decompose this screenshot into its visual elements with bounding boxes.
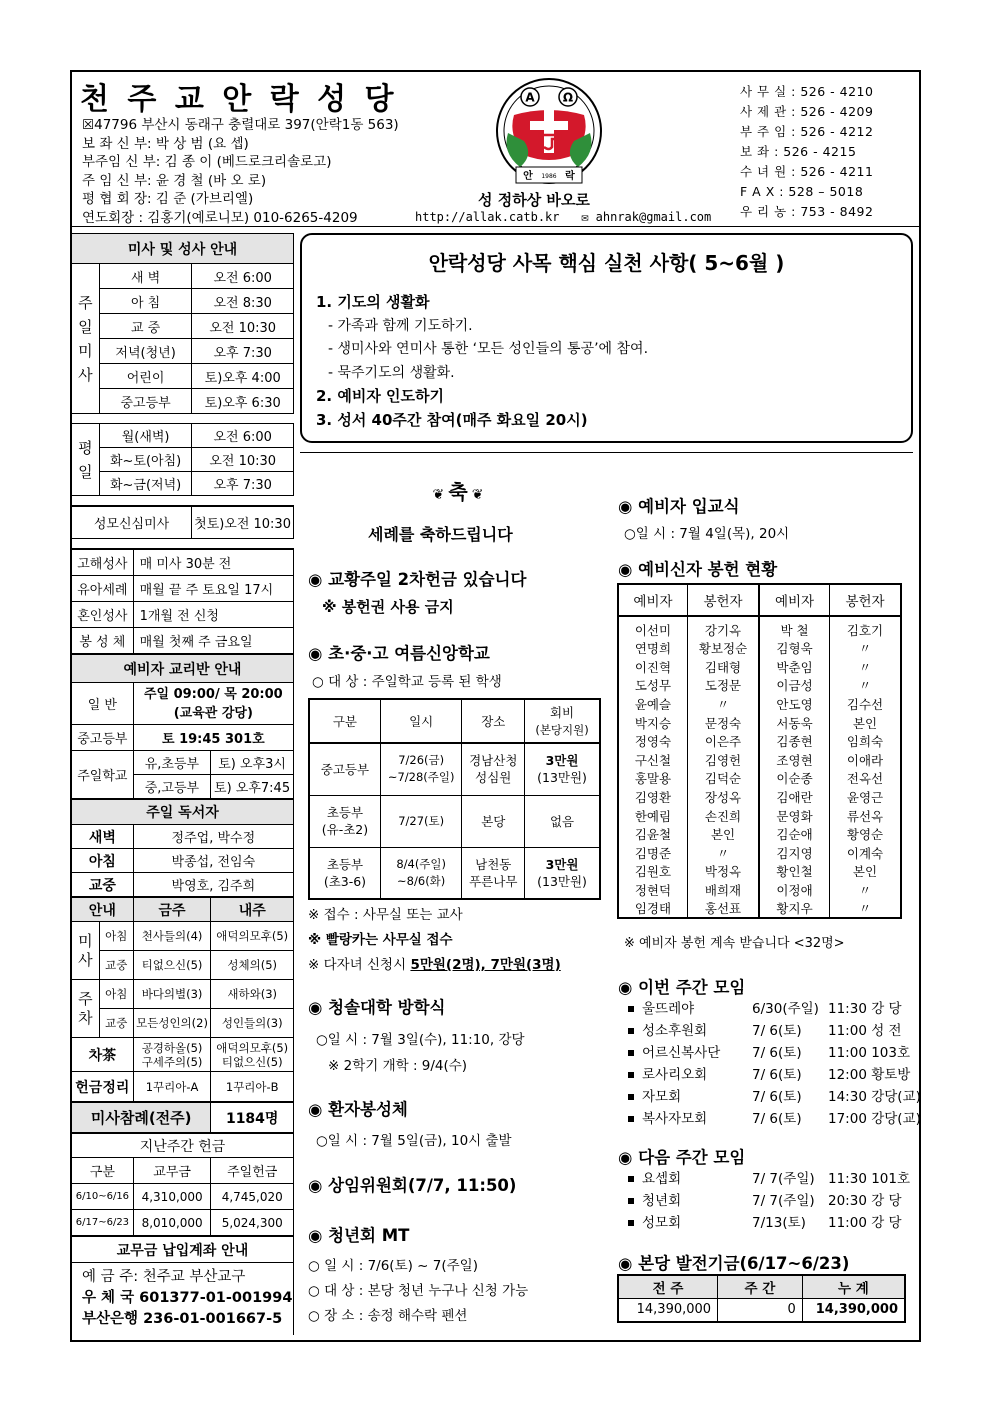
section-divider xyxy=(300,452,913,453)
school-fee: 없음 xyxy=(525,795,600,847)
guide-slot: 교중 xyxy=(99,951,133,980)
guide-tea-this: 공경하올(5) 구세주의(5) xyxy=(133,1038,211,1072)
email-link[interactable]: ahnrak@gmail.com xyxy=(595,210,712,224)
summer-school-table xyxy=(308,698,601,900)
next-week-title: ◉ 다음 주간 모임 xyxy=(618,1148,746,1167)
candidate-name: 연명희 xyxy=(618,639,687,658)
offering-header: 교무금 xyxy=(133,1158,211,1184)
list-item: 성모회 7/13(토) 11:00 강 당 xyxy=(628,1212,918,1234)
note-line: ※ 빨랑카는 사무실 접수 xyxy=(308,932,453,948)
table-row xyxy=(618,788,901,807)
school-place: 본당 xyxy=(462,795,525,847)
guide-this-week: 바다의별(3) xyxy=(133,980,211,1009)
fund-header: 누 계 xyxy=(802,1275,905,1298)
mass-name: 아 침 xyxy=(99,289,192,314)
mass-time: 오전 10:30 xyxy=(192,448,294,472)
candidate-name: 김지영 xyxy=(759,844,829,863)
pope-sunday-title: ◉ 교황주일 2차헌금 있습니다 xyxy=(308,570,527,589)
summer-school-title: ◉ 초·중·고 여름신앙학교 xyxy=(308,644,490,663)
sponsor-name: 〃 xyxy=(858,883,872,899)
school-group: 중,고등부 xyxy=(133,775,210,799)
candidates-header: 봉헌자 xyxy=(845,594,885,610)
table-row xyxy=(618,751,901,770)
school-time: 토) 오후7:45 xyxy=(211,775,294,799)
youth-mt-lines xyxy=(308,1254,528,1329)
candidate-name: 이진혁 xyxy=(618,658,687,677)
sponsor-name: 이애라 xyxy=(846,752,884,768)
phone-contacts xyxy=(740,82,873,222)
list-item: 울뜨레야 6/30(주일) 11:30 강 당 xyxy=(628,998,918,1020)
youth-school-title: ◉ 청솔대학 방학식 xyxy=(308,998,446,1017)
last-week-offering-title: 지난주간 헌금 xyxy=(72,1134,294,1158)
candidate-name: 안도영 xyxy=(759,695,829,714)
weekday-mass-label: 평 일 xyxy=(72,424,100,496)
list-item: 로사리오회 7/ 6(토) 12:00 황토방 xyxy=(628,1064,918,1086)
guide-next-week: 애덕의모후(5) xyxy=(211,922,294,951)
fund-week: 0 xyxy=(718,1298,803,1322)
summer-school-target: ○ 대 상 : 주일학교 등록 된 학생 xyxy=(312,674,502,690)
note-line: ※ 접수 : 사무실 또는 교사 xyxy=(308,907,463,923)
school-date: 7/27(토) xyxy=(380,795,462,847)
laurel-icon: ❦ xyxy=(432,487,445,503)
school-group: 초등부 (초3-6) xyxy=(309,847,380,899)
contact-line: 보 좌 : 526 - 4215 xyxy=(740,144,857,159)
catechumen-class-table xyxy=(71,654,294,799)
youth-mt-title: ◉ 청년회 MT xyxy=(308,1226,410,1245)
contact-line: F A X : 528 – 5018 xyxy=(740,184,864,199)
note-line: ※ 다자녀 신청시 5만원(2명), 7만원(3명) xyxy=(308,957,561,973)
guide-header: 금주 xyxy=(133,898,211,922)
mass-schedule-title: 미사 및 성사 안내 xyxy=(72,234,294,264)
school-place: 남천동 푸른나무 xyxy=(462,847,525,899)
guide-next-week: 성체의(5) xyxy=(211,951,294,980)
mass-name: 화~금(저녁) xyxy=(99,472,192,496)
table-row xyxy=(618,676,901,695)
mt-line: ○ 대 상 : 본당 청년 누구나 신청 가능 xyxy=(308,1283,529,1299)
fund-prev: 14,390,000 xyxy=(618,1298,718,1322)
offering-dues: 8,010,000 xyxy=(133,1210,211,1236)
school-group: 초등부 (유-초2) xyxy=(309,795,380,847)
candidate-name: 홍말용 xyxy=(618,769,687,788)
pastoral-body xyxy=(316,291,648,432)
candidates-header: 봉헌자 xyxy=(687,584,759,616)
candidate-name: 김종현 xyxy=(759,732,829,751)
sunday-mass-label: 주 일 미 사 xyxy=(72,264,100,414)
sacrament-label: 혼인성사 xyxy=(72,602,134,628)
guide-tea-next: 애덕의모후(5) 티없으신(5) xyxy=(211,1038,294,1072)
candidates-header: 예비자 xyxy=(618,584,687,616)
candidate-name: 구신철 xyxy=(618,751,687,770)
guide-next-week: 성인들의(3) xyxy=(211,1009,294,1038)
pastoral-subitem: - 가족과 함께 기도하기. xyxy=(328,317,473,334)
last-week-offering-table xyxy=(71,1133,294,1236)
this-week-title: ◉ 이번 주간 모임 xyxy=(618,978,746,997)
offering-period: 6/10~6/16 xyxy=(72,1184,134,1210)
candidate-name: 김순애 xyxy=(759,825,829,844)
summer-school-header: 구분 xyxy=(309,699,380,743)
next-week-list xyxy=(628,1168,918,1234)
candidate-name: 한예림 xyxy=(618,806,687,825)
table-row xyxy=(618,899,901,918)
admission-date: ○일 시 : 7월 4일(목), 20시 xyxy=(624,526,790,542)
offering-dues: 4,310,000 xyxy=(133,1184,211,1210)
spacer xyxy=(72,496,294,506)
parish-logo-icon xyxy=(494,75,604,190)
guide-next-week: 새하와(3) xyxy=(211,980,294,1009)
table-row xyxy=(618,695,901,714)
summer-school-header: 회비 (본당지원) xyxy=(525,699,600,743)
list-item: 복사자모회 7/ 6(토) 17:00 강당(교) xyxy=(628,1108,918,1130)
candidate-name: 황인철 xyxy=(759,862,829,881)
guide-offering-label: 헌금정리 xyxy=(72,1072,134,1102)
celebration-glyph: 축 xyxy=(448,480,468,504)
candidate-name: 김형욱 xyxy=(759,639,829,658)
offering-sunday: 5,024,300 xyxy=(211,1210,294,1236)
sacrament-value: 매 미사 30분 전 xyxy=(133,550,293,576)
logo-an: 안 xyxy=(523,171,533,182)
guide-offering-this: 1꾸리아-A xyxy=(133,1072,211,1102)
sponsor-name: 〃 xyxy=(858,678,872,694)
table-row xyxy=(618,639,901,658)
guide-mass-label: 미 사 xyxy=(72,922,100,980)
table-row xyxy=(618,806,901,825)
candidate-name: 정현덕 xyxy=(618,881,687,900)
sacrament-label: 봉 성 체 xyxy=(72,628,134,654)
reader-mass: 교중 xyxy=(72,873,134,897)
guide-slot: 아침 xyxy=(99,980,133,1009)
offering-period: 6/17~6/23 xyxy=(72,1210,134,1236)
parish-title: 천 주 교 안 락 성 당 xyxy=(80,82,398,117)
sacrament-value: 매월 첫째 주 금요일 xyxy=(133,628,293,654)
guide-slot: 아침 xyxy=(99,922,133,951)
school-group: 중고등부 xyxy=(309,743,380,795)
pastoral-item: 1. 기도의 생활화 xyxy=(316,293,430,311)
logo-omega: Ω xyxy=(562,90,574,105)
sacrament-table xyxy=(71,549,294,654)
reader-names: 정주업, 박수정 xyxy=(133,825,293,849)
candidate-name: 김원호 xyxy=(618,862,687,881)
spacer xyxy=(72,414,294,424)
mass-name: 새 벽 xyxy=(99,264,192,289)
table-row xyxy=(618,844,901,863)
sponsor-name: 임희숙 xyxy=(846,734,884,750)
pope-sunday-note: ※ 봉헌권 사용 금지 xyxy=(322,598,454,616)
candidate-name: 박 철 xyxy=(759,616,829,639)
youth-class-time: 토 19:45 301호 xyxy=(133,725,293,751)
youth-class-label: 중고등부 xyxy=(72,725,134,751)
readers-table xyxy=(71,799,294,897)
table-row xyxy=(618,616,901,639)
table-row xyxy=(618,713,901,732)
offering-header: 구분 xyxy=(72,1158,134,1184)
pastoral-title: 안락성당 사목 핵심 실천 사항( 5~6월 ) xyxy=(428,251,785,275)
sponsor-name: 본인 xyxy=(687,825,759,844)
mass-name: 저녁(청년) xyxy=(99,339,192,364)
sponsor-name: 김호기 xyxy=(846,623,884,638)
sponsor-name: 윤영근 xyxy=(846,790,884,806)
table-row xyxy=(618,769,901,788)
sunday-school-label: 주일학교 xyxy=(72,751,134,799)
pastoral-subitem: - 묵주기도의 생활화. xyxy=(328,364,455,381)
mass-time: 토)오후 4:00 xyxy=(192,364,294,389)
candidates-header: 예비자 xyxy=(759,584,829,616)
guide-tea-label: 차茶 xyxy=(72,1038,134,1072)
candidate-name: 조영현 xyxy=(759,751,829,770)
sponsor-name: 황보정순 xyxy=(687,639,759,658)
candidate-name: 윤예슬 xyxy=(618,695,687,714)
candidate-name: 임경태 xyxy=(618,899,687,918)
mass-time: 오전 8:30 xyxy=(192,289,294,314)
logo-rak: 락 xyxy=(565,171,575,182)
sponsor-name: 〃 xyxy=(687,844,759,863)
sacrament-value: 1개월 전 신청 xyxy=(133,602,293,628)
pastoral-subitem: - 생미사와 연미사 통한 ‘모든 성인들의 통공’에 참여. xyxy=(328,341,649,357)
candidate-name: 이순종 xyxy=(759,769,829,788)
contact-line: 부 주 임 : 526 - 4212 xyxy=(740,124,874,139)
mass-name: 어린이 xyxy=(99,364,192,389)
school-date: 8/4(주일) ~8/6(화) xyxy=(380,847,462,899)
sacrament-label: 유아세례 xyxy=(72,576,134,602)
sick-communion-date: ○일 시 : 7월 5일(금), 10시 출발 xyxy=(316,1133,512,1149)
table-row xyxy=(618,881,901,900)
sponsor-name: 전옥선 xyxy=(846,771,884,787)
heart-mass-table xyxy=(71,506,294,549)
mt-line: ○ 장 소 : 송정 해수락 펜션 xyxy=(308,1308,468,1324)
reader-names: 박영호, 김주희 xyxy=(133,873,293,897)
celebration-badge xyxy=(428,476,488,505)
building-fund-title: ◉ 본당 발전기금(6/17~6/23) xyxy=(618,1254,850,1273)
sacrament-value: 매월 끝 주 토요일 17시 xyxy=(133,576,293,602)
candidate-name: 김애란 xyxy=(759,788,829,807)
sponsor-name: 강기옥 xyxy=(687,616,759,639)
table-row xyxy=(618,658,901,677)
sponsor-name: 손진희 xyxy=(687,806,759,825)
candidates-table xyxy=(617,583,902,919)
address: ☒47796 부산시 동래구 충렬대로 397(안락1동 563) xyxy=(82,117,399,133)
contact-line: 우 리 농 : 753 - 8492 xyxy=(740,204,874,219)
school-place: 경남산청 성심원 xyxy=(462,743,525,795)
school-group: 유,초등부 xyxy=(133,751,210,775)
mass-time: 토)오후 6:30 xyxy=(192,389,294,414)
candidate-name: 황지우 xyxy=(759,899,829,918)
candidate-name: 문영화 xyxy=(759,806,829,825)
website-link[interactable]: http://allak.catb.kr xyxy=(415,210,560,224)
sponsor-name: 본인 xyxy=(852,864,878,880)
list-item: 자모회 7/ 6(토) 14:30 강당(교) xyxy=(628,1086,918,1108)
candidate-name: 박지승 xyxy=(618,713,687,732)
sponsor-name: 박정옥 xyxy=(687,862,759,881)
guide-header: 내주 xyxy=(211,898,294,922)
candidate-name: 김영환 xyxy=(618,788,687,807)
mt-line: ○ 일 시 : 7/6(토) ~ 7(주일) xyxy=(308,1258,478,1274)
list-item: 성소후원회 7/ 6(토) 11:00 성 전 xyxy=(628,1020,918,1042)
sponsor-name: 김영헌 xyxy=(687,751,759,770)
offering-header: 주일헌금 xyxy=(211,1158,294,1184)
offering-sunday: 4,745,020 xyxy=(211,1184,294,1210)
logo-alpha: A xyxy=(525,90,535,105)
sponsor-name: 장성옥 xyxy=(687,788,759,807)
candidate-name: 김윤철 xyxy=(618,825,687,844)
sponsor-name: 도정문 xyxy=(687,676,759,695)
candidate-name: 김명준 xyxy=(618,844,687,863)
laurel-icon: ❦ xyxy=(471,487,484,503)
candidate-name: 도성무 xyxy=(618,676,687,695)
contact-line: 수 녀 원 : 526 - 4211 xyxy=(740,164,874,179)
guide-header: 안내 xyxy=(72,898,134,922)
candidates-title: ◉ 예비신자 봉헌 현황 xyxy=(618,560,778,579)
guide-offering-next: 1꾸리아-B xyxy=(211,1072,294,1102)
summer-school-header: 일시 xyxy=(380,699,462,743)
mass-time: 오전 10:30 xyxy=(192,314,294,339)
list-item: 어르신복사단 7/ 6(토) 11:00 103호 xyxy=(628,1042,918,1064)
mass-name: 화~토(아침) xyxy=(99,448,192,472)
mass-name: 중고등부 xyxy=(99,389,192,414)
reader-mass: 아침 xyxy=(72,849,134,873)
contact-line: 사 제 관 : 526 - 4209 xyxy=(740,104,874,119)
heart-mass-time: 첫토)오전 10:30 xyxy=(192,507,294,539)
candidate-name: 이금성 xyxy=(759,676,829,695)
table-row xyxy=(618,862,901,881)
sponsor-name: 김수선 xyxy=(846,697,884,713)
guide-this-week: 천사들의(4) xyxy=(133,922,211,951)
guide-this-week: 모든성인의(2) xyxy=(133,1009,211,1038)
candidate-name: 박춘임 xyxy=(759,658,829,677)
sponsor-name: 홍선표 xyxy=(687,899,759,918)
reader-names: 박종섭, 전임숙 xyxy=(133,849,293,873)
contact-line: 사 무 실 : 526 - 4210 xyxy=(740,84,874,99)
sponsor-name: 김덕순 xyxy=(687,769,759,788)
account-title: 교무금 납입계좌 안내 xyxy=(72,1237,294,1263)
summer-school-notes xyxy=(308,903,561,978)
sponsor-name: 이계숙 xyxy=(846,845,884,861)
sponsor-name: 황영순 xyxy=(846,827,884,843)
staff-line: 주 임 신 부: 윤 경 철 (바 오 로) xyxy=(82,172,267,189)
readers-title: 주일 독서자 xyxy=(72,800,294,825)
sponsor-name: 문정숙 xyxy=(687,713,759,732)
guide-slot: 교중 xyxy=(99,1009,133,1038)
reader-mass: 새벽 xyxy=(72,825,134,849)
web-contact xyxy=(415,210,711,224)
baptism-text: 세례를 축하드립니다 xyxy=(368,525,513,544)
sick-communion-title: ◉ 환자봉성체 xyxy=(308,1100,408,1119)
mass-time: 오전 6:00 xyxy=(192,264,294,289)
school-date: 7/26(금) ~7/28(주일) xyxy=(380,743,462,795)
summer-school-header: 장소 xyxy=(462,699,525,743)
school-fee: 3만원 (13만원) xyxy=(525,743,600,795)
attendance-value: 1184명 xyxy=(211,1103,294,1133)
mass-schedule-table xyxy=(71,233,294,506)
sponsor-name: 〃 xyxy=(858,641,872,657)
sponsor-name: 이은주 xyxy=(687,732,759,751)
school-time: 토) 오후3시 xyxy=(211,751,294,775)
admission-title: ◉ 예비자 입교식 xyxy=(618,497,740,516)
school-fee: 3만원 (13만원) xyxy=(525,847,600,899)
left-column xyxy=(71,233,294,1335)
candidate-name: 서동욱 xyxy=(759,713,829,732)
mass-name: 월(새벽) xyxy=(99,424,192,448)
candidate-name: 정영숙 xyxy=(618,732,687,751)
general-class-label: 일 반 xyxy=(72,683,134,725)
attendance-label: 미사참례(전주) xyxy=(72,1103,211,1133)
list-item: 요셉회 7/ 7(주일) 11:30 101호 xyxy=(628,1168,918,1190)
general-class-time: 주일 09:00/ 목 20:00 (교육관 강당) xyxy=(133,683,293,725)
mass-time: 오전 6:00 xyxy=(192,424,294,448)
guide-this-week: 티없으신(5) xyxy=(133,951,211,980)
building-fund-table xyxy=(617,1274,906,1323)
catechumen-class-title: 예비자 교리반 안내 xyxy=(72,655,294,683)
account-lines: 예 금 주: 천주교 부산교구 우 체 국 601377-01-001994 부산은행 236-01-001667-5 xyxy=(72,1263,294,1335)
youth-school-date: ○일 시 : 7월 3일(수), 11:10, 강당 xyxy=(316,1032,525,1048)
candidates-note: ※ 예비자 봉헌 계속 받습니다 <32명> xyxy=(624,936,845,951)
sponsor-name: 〃 xyxy=(858,901,872,917)
list-item: 청년회 7/ 7(주일) 20:30 강 당 xyxy=(628,1190,918,1212)
staff-line: 평 협 회 장: 김 준 (가브리엘) xyxy=(82,191,254,207)
sponsor-name: 〃 xyxy=(687,695,759,714)
heart-mass-label: 성모신심미사 xyxy=(72,507,192,539)
patron-saint: 성 정하상 바오로 xyxy=(478,191,590,209)
staff-line: 보 좌 신 부: 박 상 범 (요 셉) xyxy=(82,135,249,152)
this-week-list xyxy=(628,998,921,1130)
sponsor-name: 〃 xyxy=(858,659,872,675)
sponsor-name: 류선옥 xyxy=(846,808,884,824)
mass-time: 오후 7:30 xyxy=(192,472,294,496)
pastoral-item: 3. 성서 40주간 참여(매주 화요일 20시) xyxy=(316,410,588,429)
spacer xyxy=(72,539,294,549)
table-row xyxy=(618,732,901,751)
attendance-table xyxy=(71,1102,294,1133)
sponsor-name: 김태형 xyxy=(687,658,759,677)
committee-title: ◉ 상임위원회(7/7, 11:50) xyxy=(308,1176,517,1195)
pastoral-item: 2. 예비자 인도하기 xyxy=(316,387,445,405)
candidate-name: 이정애 xyxy=(759,881,829,900)
sacrament-label: 고해성사 xyxy=(72,550,134,576)
fund-header: 주 간 xyxy=(718,1275,803,1298)
youth-school-note: ※ 2학기 개학 : 9/4(수) xyxy=(328,1058,468,1074)
sponsor-name: 본인 xyxy=(852,715,878,731)
staff-line: 부주임 신 부: 김 종 이 (베드로크리솔로고) xyxy=(82,154,332,170)
header-info xyxy=(82,116,399,227)
logo-year: 1986 xyxy=(541,173,557,180)
guide-table xyxy=(71,897,294,1102)
mass-name: 교 중 xyxy=(99,314,192,339)
mail-icon: ✉ xyxy=(581,210,589,224)
account-table xyxy=(71,1236,294,1335)
fund-header: 전 주 xyxy=(618,1275,718,1298)
candidate-name: 이선미 xyxy=(618,616,687,639)
mass-time: 오후 7:30 xyxy=(192,339,294,364)
staff-line: 연도회장 : 김홍기(예로니모) 010-6265-4209 xyxy=(82,209,358,226)
fund-total: 14,390,000 xyxy=(802,1298,905,1322)
pastoral-priorities-box xyxy=(300,233,913,443)
table-row xyxy=(618,825,901,844)
sponsor-name: 배희재 xyxy=(687,881,759,900)
guide-parking-label: 주 차 xyxy=(72,980,100,1038)
